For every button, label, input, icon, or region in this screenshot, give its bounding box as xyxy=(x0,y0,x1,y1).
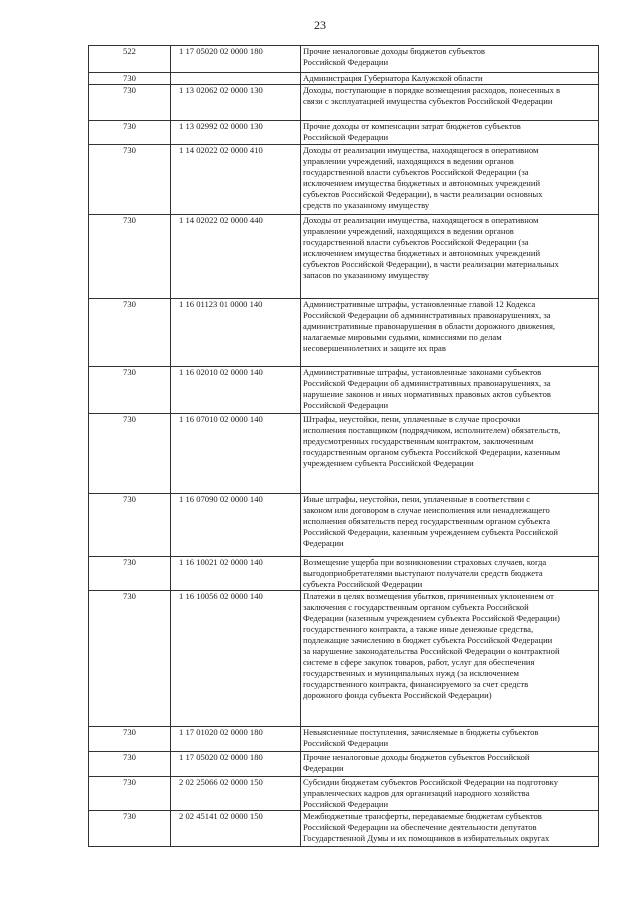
description-line: Федерации xyxy=(303,763,344,773)
revenue-code-cell: 1 17 05020 02 0000 180 xyxy=(171,46,301,73)
description-line: Российской Федерации xyxy=(303,132,389,142)
description-line: субъекта Российской Федерации xyxy=(303,579,423,589)
description-cell xyxy=(301,777,599,811)
administrator-code-cell: 730 xyxy=(89,367,171,414)
description-line: административные правонарушения в области дорожного движения, xyxy=(303,321,556,331)
description-line: Федерации (казенным учреждением субъекта Российской Федерации) xyxy=(303,613,560,623)
description-line: Российской Федерации xyxy=(303,799,389,809)
table-row xyxy=(89,494,599,557)
description-line: средств по указанному имуществу xyxy=(303,200,430,210)
table-row xyxy=(89,73,599,85)
description-line: Возмещение ущерба при возникновении страховых случаев, когда xyxy=(303,557,547,567)
description-cell xyxy=(301,145,599,215)
description-line: Прочие доходы от компенсации затрат бюджетов субъектов xyxy=(303,121,521,131)
revenue-code-cell: 1 16 07010 02 0000 140 xyxy=(171,414,301,494)
description-line: государственного контракта, а также иные денежные средства, xyxy=(303,624,534,634)
administrator-code-cell: 730 xyxy=(89,777,171,811)
administrator-code-cell: 730 xyxy=(89,414,171,494)
table-body xyxy=(89,46,599,847)
description-cell xyxy=(301,85,599,121)
description-line: субъектов Российской Федерации), в части реализации материальных xyxy=(303,259,559,269)
description-line: государственным органом субъекта Российской Федерации, казенным xyxy=(303,447,561,457)
administrator-code-cell: 730 xyxy=(89,811,171,847)
description-line: несовершеннолетних и защите их прав xyxy=(303,343,446,353)
description-line: Государственной Думы и их помощников в избирательных округах xyxy=(303,833,550,843)
table-row xyxy=(89,121,599,145)
revenue-code-cell: 1 17 01020 02 0000 180 xyxy=(171,727,301,752)
revenue-code-cell: 1 16 02010 02 0000 140 xyxy=(171,367,301,414)
description-line: Доходы от реализации имущества, находящегося в оперативном xyxy=(303,215,539,225)
administrator-code-cell: 730 xyxy=(89,145,171,215)
table-row xyxy=(89,414,599,494)
table-row xyxy=(89,145,599,215)
description-cell xyxy=(301,752,599,777)
description-line: нарушение законов и иных нормативных правовых актов субъектов xyxy=(303,389,551,399)
description-line: дорожного фонда субъекта Российской Федерации) xyxy=(303,690,492,700)
revenue-code-cell: 1 16 10021 02 0000 140 xyxy=(171,557,301,591)
administrator-code-cell: 730 xyxy=(89,494,171,557)
description-line: учреждением субъекта Российской Федерации xyxy=(303,458,474,468)
description-cell xyxy=(301,557,599,591)
revenue-code-cell: 1 14 02022 02 0000 440 xyxy=(171,215,301,299)
administrator-code-cell: 730 xyxy=(89,73,171,85)
description-line: Доходы от реализации имущества, находящегося в оперативном xyxy=(303,145,539,155)
description-line: исключением имущества бюджетных и автономных учреждений xyxy=(303,178,541,188)
table-row xyxy=(89,591,599,727)
table-row xyxy=(89,752,599,777)
description-line: управлении учреждений, находящихся в ведении органов xyxy=(303,156,514,166)
description-line: управлении учреждений, находящихся в ведении органов xyxy=(303,226,514,236)
description-line: Российской Федерации об административных правонарушениях, за xyxy=(303,310,551,320)
description-line: Российской Федерации, казенным учреждением субъекта Российской xyxy=(303,527,558,537)
description-line: Доходы, поступающие в порядке возмещения расходов, понесенных в xyxy=(303,85,561,95)
description-line: Администрация Губернатора Калужской области xyxy=(303,73,483,83)
administrator-code-cell: 730 xyxy=(89,215,171,299)
description-line: Невыясненные поступления, зачисляемые в бюджеты субъектов xyxy=(303,727,539,737)
description-line: государственных и муниципальных нужд (за исключением xyxy=(303,668,519,678)
description-line: государственного контракта, финансируемого за счет средств xyxy=(303,679,529,689)
page-number: 23 xyxy=(314,18,326,32)
description-cell xyxy=(301,494,599,557)
table-row xyxy=(89,811,599,847)
revenue-code-cell: 2 02 45141 02 0000 150 xyxy=(171,811,301,847)
description-line: Субсидии бюджетам субъектов Российской Федерации на подготовку xyxy=(303,777,558,787)
administrator-code-cell: 730 xyxy=(89,591,171,727)
description-line: системе в сфере закупок товаров, работ, услуг для обеспечения xyxy=(303,657,535,667)
description-line: Иные штрафы, неустойки, пени, уплаченные в соответствии с xyxy=(303,494,531,504)
administrator-code-cell: 730 xyxy=(89,727,171,752)
description-line: Административные штрафы, установленные законами субъектов xyxy=(303,367,542,377)
description-line: за нарушение законодательства Российской Федерации о контрактной xyxy=(303,646,560,656)
description-line: Российской Федерации об административных правонарушениях, за xyxy=(303,378,551,388)
administrator-code-cell: 730 xyxy=(89,85,171,121)
description-line: Российской Федерации xyxy=(303,57,389,67)
table-row xyxy=(89,557,599,591)
revenue-code-table xyxy=(88,45,599,847)
description-cell xyxy=(301,727,599,752)
description-line: запасов по указанному имуществу xyxy=(303,270,430,280)
revenue-code-cell: 1 14 02022 02 0000 410 xyxy=(171,145,301,215)
description-line: законом или договором в случае неисполнения или ненадлежащего xyxy=(303,505,550,515)
revenue-code-cell: 1 17 05020 02 0000 180 xyxy=(171,752,301,777)
administrator-code-cell: 730 xyxy=(89,121,171,145)
description-line: Российской Федерации xyxy=(303,738,389,748)
description-line: исключением имущества бюджетных и автономных учреждений xyxy=(303,248,541,258)
description-line: предусмотренных государственным контрактом, заключенным xyxy=(303,436,534,446)
description-line: Федерации xyxy=(303,538,344,548)
table-row xyxy=(89,299,599,367)
description-cell xyxy=(301,414,599,494)
revenue-code-cell: 2 02 25066 02 0000 150 xyxy=(171,777,301,811)
description-line: Штрафы, неустойки, пени, уплаченные в случае просрочки xyxy=(303,414,521,424)
description-cell xyxy=(301,367,599,414)
description-line: Межбюджетные трансферты, передаваемые бюджетам субъектов xyxy=(303,811,542,821)
table-row xyxy=(89,215,599,299)
description-line: субъектов Российской Федерации), в части реализации основных xyxy=(303,189,543,199)
revenue-code-cell xyxy=(171,73,301,85)
description-line: выгодоприобретателями выступают получатели средств бюджета xyxy=(303,568,543,578)
description-cell xyxy=(301,46,599,73)
description-line: Платежи в целях возмещения убытков, причиненных уклонением от xyxy=(303,591,554,601)
description-line: Российской Федерации xyxy=(303,400,389,410)
revenue-code-cell: 1 13 02062 02 0000 130 xyxy=(171,85,301,121)
description-cell xyxy=(301,73,599,85)
description-line: налагаемые мировыми судьями, комиссиями по делам xyxy=(303,332,502,342)
description-line: Прочие неналоговые доходы бюджетов субъектов Российской xyxy=(303,752,530,762)
table-row xyxy=(89,367,599,414)
description-line: заключения с государственным органом субъекта Российской xyxy=(303,602,529,612)
description-line: подлежащие зачислению в бюджет субъекта Российской Федерации xyxy=(303,635,553,645)
administrator-code-cell: 730 xyxy=(89,557,171,591)
description-line: связи с эксплуатацией имущества субъектов Российской Федерации xyxy=(303,96,553,106)
table-row xyxy=(89,85,599,121)
administrator-code-cell: 522 xyxy=(89,46,171,73)
description-line: государственной власти субъектов Российской Федерации (за xyxy=(303,167,529,177)
description-cell xyxy=(301,121,599,145)
description-cell xyxy=(301,811,599,847)
revenue-code-cell: 1 16 07090 02 0000 140 xyxy=(171,494,301,557)
description-line: Административные штрафы, установленные главой 12 Кодекса xyxy=(303,299,536,309)
description-cell xyxy=(301,591,599,727)
description-line: исполнения обязательств перед государственным органом субъекта xyxy=(303,516,551,526)
revenue-code-cell: 1 16 10056 02 0000 140 xyxy=(171,591,301,727)
table-row xyxy=(89,727,599,752)
table-row xyxy=(89,777,599,811)
revenue-code-cell: 1 16 01123 01 0000 140 xyxy=(171,299,301,367)
description-cell xyxy=(301,299,599,367)
administrator-code-cell: 730 xyxy=(89,752,171,777)
description-line: управленческих кадров для организаций народного хозяйства xyxy=(303,788,530,798)
description-cell xyxy=(301,215,599,299)
description-line: Российской Федерации на обеспечение деятельности депутатов xyxy=(303,822,537,832)
revenue-code-cell: 1 13 02992 02 0000 130 xyxy=(171,121,301,145)
description-line: государственной власти субъектов Российской Федерации (за xyxy=(303,237,529,247)
description-line: исполнения поставщиком (подрядчиком, исполнителем) обязательств, xyxy=(303,425,561,435)
administrator-code-cell: 730 xyxy=(89,299,171,367)
table-row xyxy=(89,46,599,73)
description-line: Прочие неналоговые доходы бюджетов субъектов xyxy=(303,46,485,56)
